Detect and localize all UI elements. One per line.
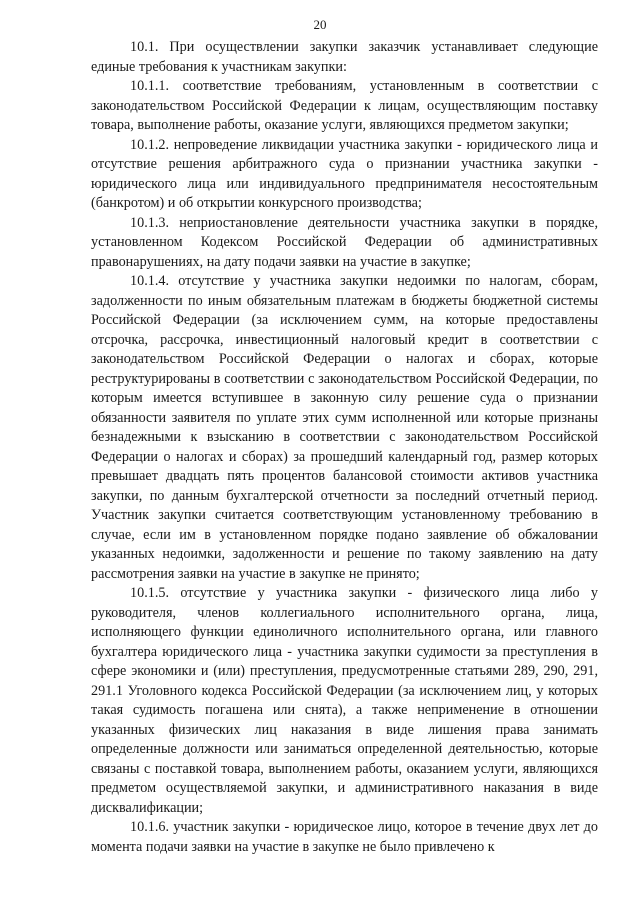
paragraph-10-1-4: 10.1.4. отсутствие у участника закупки недоимки по налогам, сборам, задолженности по иным обязательным платежам в бюджеты бюджетной системы Российской Федерации (за исключением сумм, на которые предоставлены отсрочка, рассрочка, инвестиционный налоговый кредит в соответствии с законодательством Российской Федерации о налогах и сборах, которые реструктурированы в соответствии с законодательством Российской Федерации, по которым имеется вступившее в законную силу решение суда о признании обязанности заявителя по уплате этих сумм исполненной или которые признаны безнадежными к взысканию в соответствии с законодательством Российской Федерации о налогах и сборах) за прошедший календарный год, размер которых превышает двадцать пять процентов балансовой стоимости активов участника закупки, по данным бухгалтерской отчетности за последний отчетный период. Участник закупки считается соответствующим установленному требованию в случае, если им в установленном порядке подано заявление об обжаловании указанных недоимки, задолженности и решение по такому заявлению на дату рассмотрения заявки на участие в закупке не принято;: [91, 273, 598, 582]
paragraph-10-1-1: 10.1.1. соответствие требованиям, установленным в соответствии с законодательством Российской Федерации к лицам, осуществляющим поставку товара, выполнение работы, оказание услуги, являющихся предметом закупки;: [91, 78, 598, 133]
paragraph-10-1-2: 10.1.2. непроведение ликвидации участника закупки - юридического лица и отсутствие решения арбитражного суда о признании участника закупки - юридического лица или индивидуального предпринимателя несостоятельным (банкротом) и об открытии конкурсного производства;: [91, 136, 598, 211]
document-body: [91, 38, 598, 857]
paragraph-10-1-6: 10.1.6. участник закупки - юридическое лицо, которое в течение двух лет до момента подачи заявки на участие в закупке не было привлечено к: [91, 819, 598, 855]
paragraph-10-1-5: 10.1.5. отсутствие у участника закупки - физического лица либо у руководителя, членов коллегиального исполнительного органа, лица, исполняющего функции единоличного исполнительного органа, или главного бухгалтера юридического лица - участника закупки судимости за преступления в сфере экономики и (или) преступления, предусмотренные статьями 289, 290, 291, 291.1 Уголовного кодекса Российской Федерации (за исключением лиц, у которых такая судимость погашена или снята), а также неприменение в отношении указанных физических лиц наказания в виде лишения права занимать определенные должности или заниматься определенной деятельностью, которые связаны с поставкой товара, выполнением работы, оказанием услуги, являющихся предметом осуществляемой закупки, и административного наказания в виде дисквалификации;: [91, 585, 598, 816]
paragraph-10-1-3: 10.1.3. неприостановление деятельности участника закупки в порядке, установленном Кодексом Российской Федерации об административных правонарушениях, на дату подачи заявки на участие в закупке;: [91, 214, 598, 270]
paragraph-10-1: 10.1. При осуществлении закупки заказчик устанавливает следующие единые требования к участникам закупки:: [91, 39, 598, 75]
page-number: 20: [313, 17, 327, 32]
